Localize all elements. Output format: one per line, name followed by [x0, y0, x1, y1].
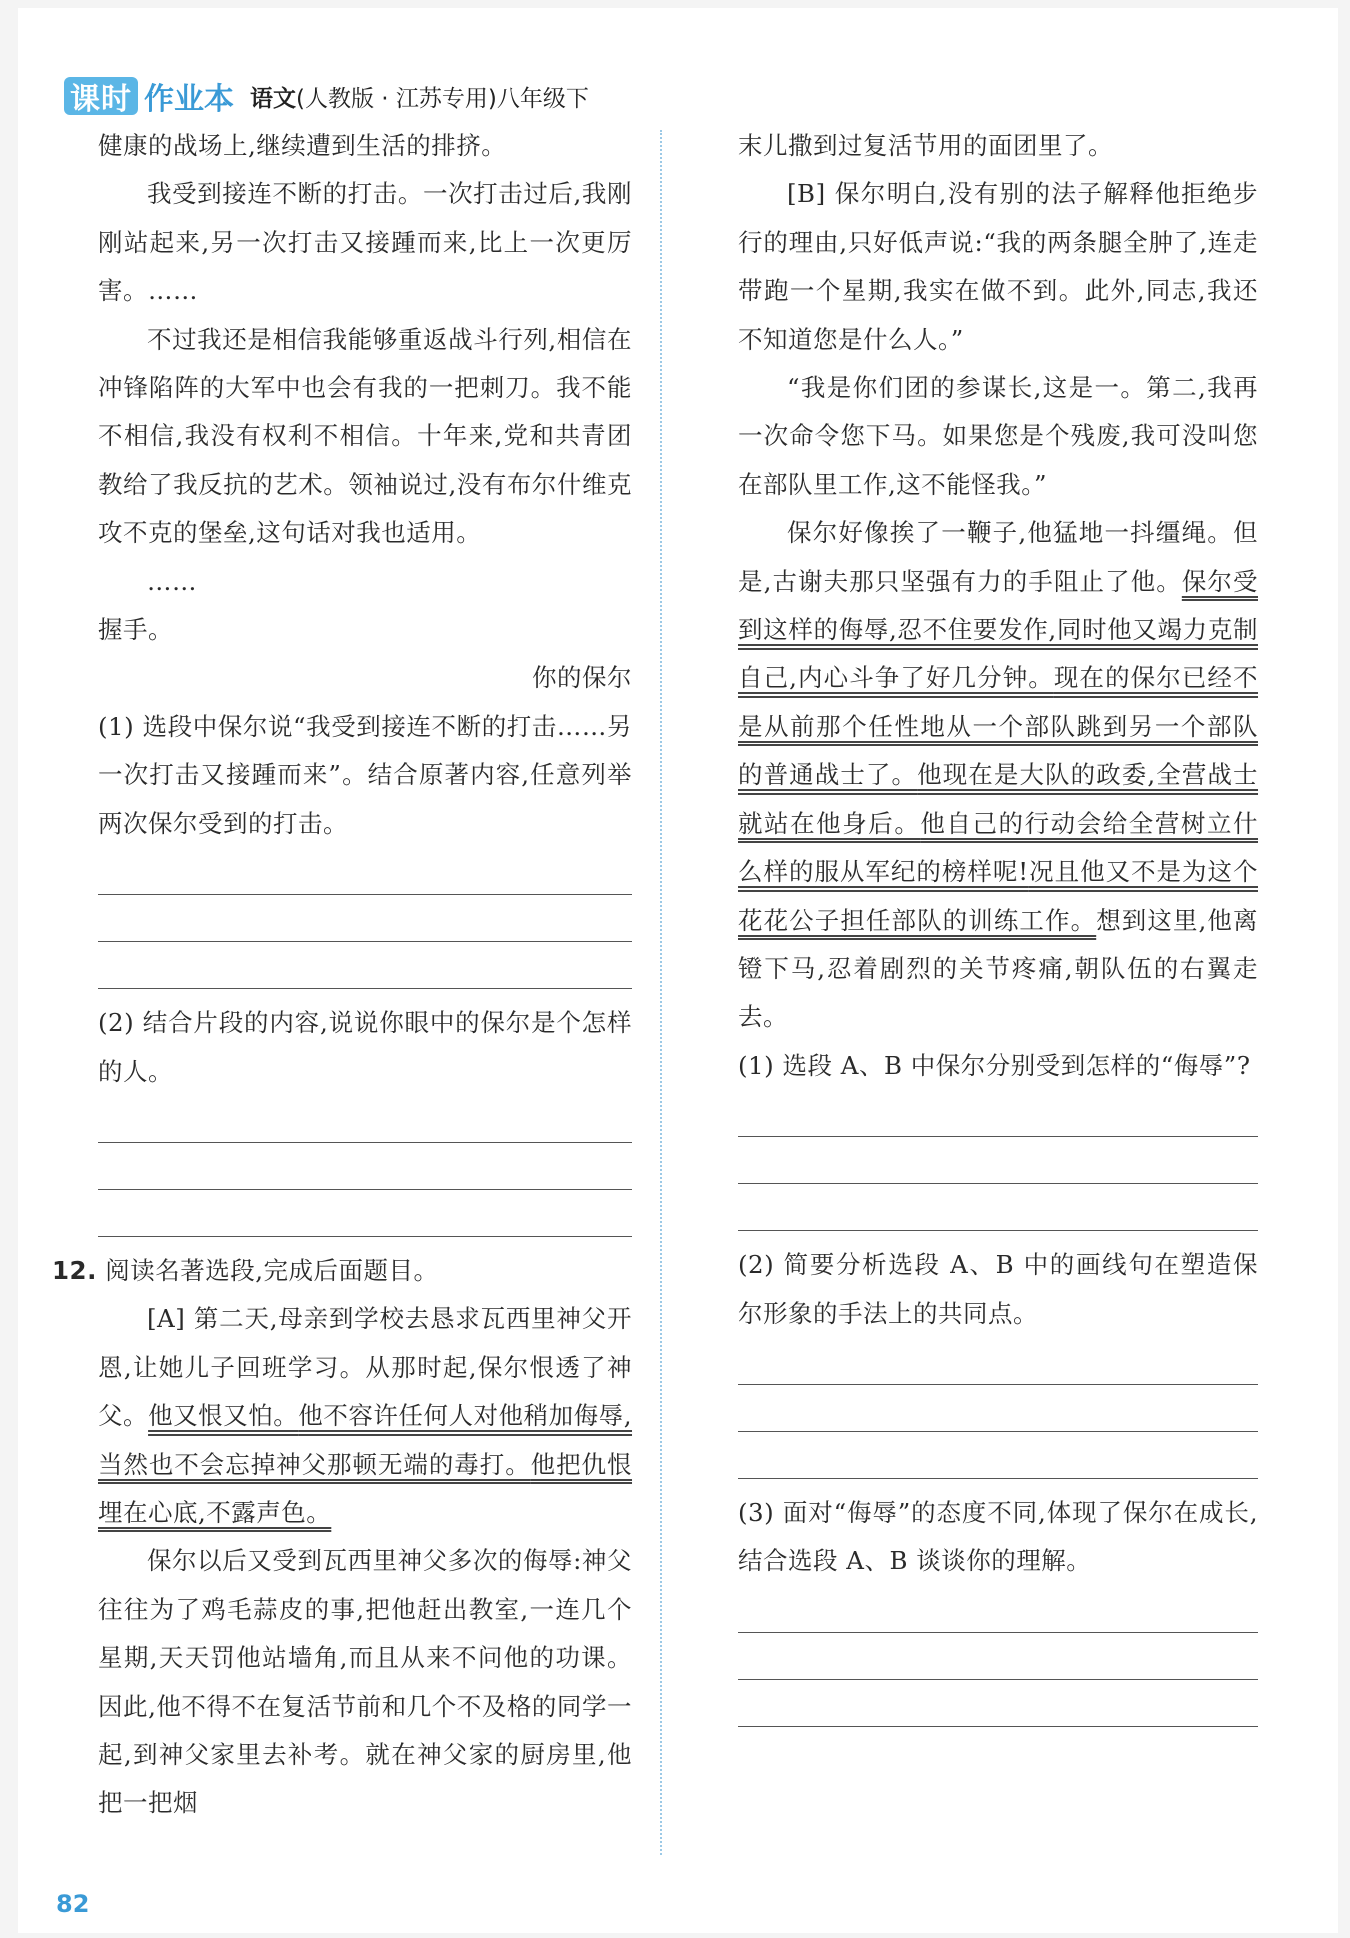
- paragraph: 末儿撒到过复活节用的面团里了。: [738, 131, 1113, 160]
- paragraph: 我受到接连不断的打击。一次打击过后,我刚刚站起来,另一次打击又接踵而来,比上一次更厉害。……: [98, 179, 632, 306]
- left-column: [52, 122, 633, 1828]
- underlined-sentence: 现在的保尔已经不是从前那个任性地从一个部队跳到另一个部队的普通战士了。: [738, 663, 1259, 790]
- answer-line[interactable]: [738, 1633, 1258, 1680]
- question-number: 12.: [52, 1255, 97, 1285]
- column-divider: [660, 130, 662, 1855]
- ellipsis: ……: [147, 566, 197, 596]
- answer-line[interactable]: [738, 1432, 1258, 1479]
- passage-a-text: [A] 第二天,母亲到学校去恳求瓦西里神父开恩,让她儿子回班学习。从那时起,保尔恨透了神父。: [98, 1304, 632, 1431]
- question-12-1: (1) 选段 A、B 中保尔分别受到怎样的“侮辱”?: [738, 1050, 1251, 1080]
- subject-label: [250, 80, 589, 113]
- question-12-3: (3) 面对“侮辱”的态度不同,体现了保尔在成长,结合选段 A、B 谈谈你的理解。: [738, 1497, 1258, 1576]
- paragraph: [738, 509, 1258, 1041]
- underlined-sentence: 保尔受到这样的侮辱,忍不住要发作,同时他又竭力克制自己,内心斗争了好几分钟。: [738, 566, 1258, 693]
- logo: 课时: [64, 77, 138, 115]
- answer-line[interactable]: [738, 1680, 1258, 1727]
- edition-label: (人教版 · 江苏专用)八年级下: [296, 85, 589, 112]
- answer-line[interactable]: [98, 895, 632, 942]
- answer-line[interactable]: [98, 1190, 632, 1237]
- answer-line[interactable]: [98, 848, 632, 895]
- right-column: [738, 122, 1258, 1727]
- answer-line[interactable]: [98, 1143, 632, 1190]
- passage-b-text: 想到这里,他离镫下马,忍着剧烈的关节疼痛,朝队伍的右翼走去。: [738, 905, 1259, 1032]
- signature: 你的保尔: [532, 663, 632, 693]
- underlined-sentence: 他不容许任何人对他稍加侮辱,: [298, 1401, 633, 1431]
- question-12: [52, 1247, 632, 1295]
- subject-name: 语文: [250, 85, 296, 112]
- answer-line[interactable]: [738, 1137, 1258, 1184]
- paragraph: 健康的战场上,继续遭到生活的排挤。: [98, 131, 507, 160]
- underlined-sentence: 他又恨又怕。: [148, 1401, 299, 1431]
- underlined-sentence: 他现在是大队的政委,全营战士就站在他身后。: [738, 760, 1259, 838]
- answer-line[interactable]: [738, 1385, 1258, 1432]
- question-12-2: (2) 简要分析选段 A、B 中的画线句在塑造保尔形象的手法上的共同点。: [738, 1250, 1258, 1328]
- paragraph: 握手。: [98, 615, 173, 645]
- answer-line[interactable]: [98, 1096, 632, 1143]
- passage-a: [98, 1295, 632, 1537]
- paragraph: 保尔以后又受到瓦西里神父多次的侮辱:神父往往为了鸡毛蒜皮的事,把他赶出教室,一连几个星期,天天罚他站墙角,而且从来不问他的功课。因此,他不得不在复活节前和几个不及格的同学一起,到神父家里去补考。就在神父家的厨房里,他把一把烟: [98, 1546, 632, 1818]
- paragraph: “我是你们团的参谋长,这是一。第二,我再一次命令您下马。如果您是个残废,我可没叫您在部队里工作,这不能怪我。”: [738, 373, 1258, 499]
- answer-line[interactable]: [98, 942, 632, 989]
- underlined-sentence: 况且他又不是为这个花花公子担任部队的训练工作。: [738, 857, 1258, 935]
- book-title: 作业本: [144, 82, 234, 117]
- page-number: 82: [56, 1890, 90, 1918]
- answer-line[interactable]: [738, 1586, 1258, 1633]
- question-12-text: 阅读名著选段,完成后面题目。: [105, 1255, 439, 1285]
- question-1: (1) 选段中保尔说“我受到接连不断的打击……另一次打击又接踵而来”。结合原著内容,任意列举两次保尔受到的打击。: [98, 711, 632, 838]
- passage-b: [B] 保尔明白,没有别的法子解释他拒绝步行的理由,只好低声说:“我的两条腿全肿了,连走带跑一个星期,我实在做不到。此外,同志,我还不知道您是什么人。”: [738, 179, 1258, 354]
- answer-line[interactable]: [738, 1338, 1258, 1385]
- underlined-sentence: 当然也不会忘掉神父那顿无端的毒打。: [98, 1449, 531, 1479]
- answer-line[interactable]: [738, 1184, 1258, 1231]
- answer-line[interactable]: [738, 1090, 1258, 1137]
- underlined-sentence: 他自己的行动会给全营树立什么样的服从军纪的榜样呢!: [738, 808, 1259, 887]
- question-2: (2) 结合片段的内容,说说你眼中的保尔是个怎样的人。: [98, 1008, 632, 1086]
- header: [64, 74, 589, 118]
- passage-b-text: 保尔好像挨了一鞭子,他猛地一抖缰绳。但是,古谢夫那只坚强有力的手阻止了他。: [738, 518, 1258, 596]
- paragraph: 不过我还是相信我能够重返战斗行列,相信在冲锋陷阵的大军中也会有我的一把刺刀。我不能不相信,我没有权利不相信。十年来,党和共青团教给了我反抗的艺术。领袖说过,没有布尔什维克攻不克的堡垒,这句话对我也适用。: [98, 324, 632, 548]
- underlined-sentence: 他把仇恨埋在心底,不露声色。: [98, 1449, 633, 1527]
